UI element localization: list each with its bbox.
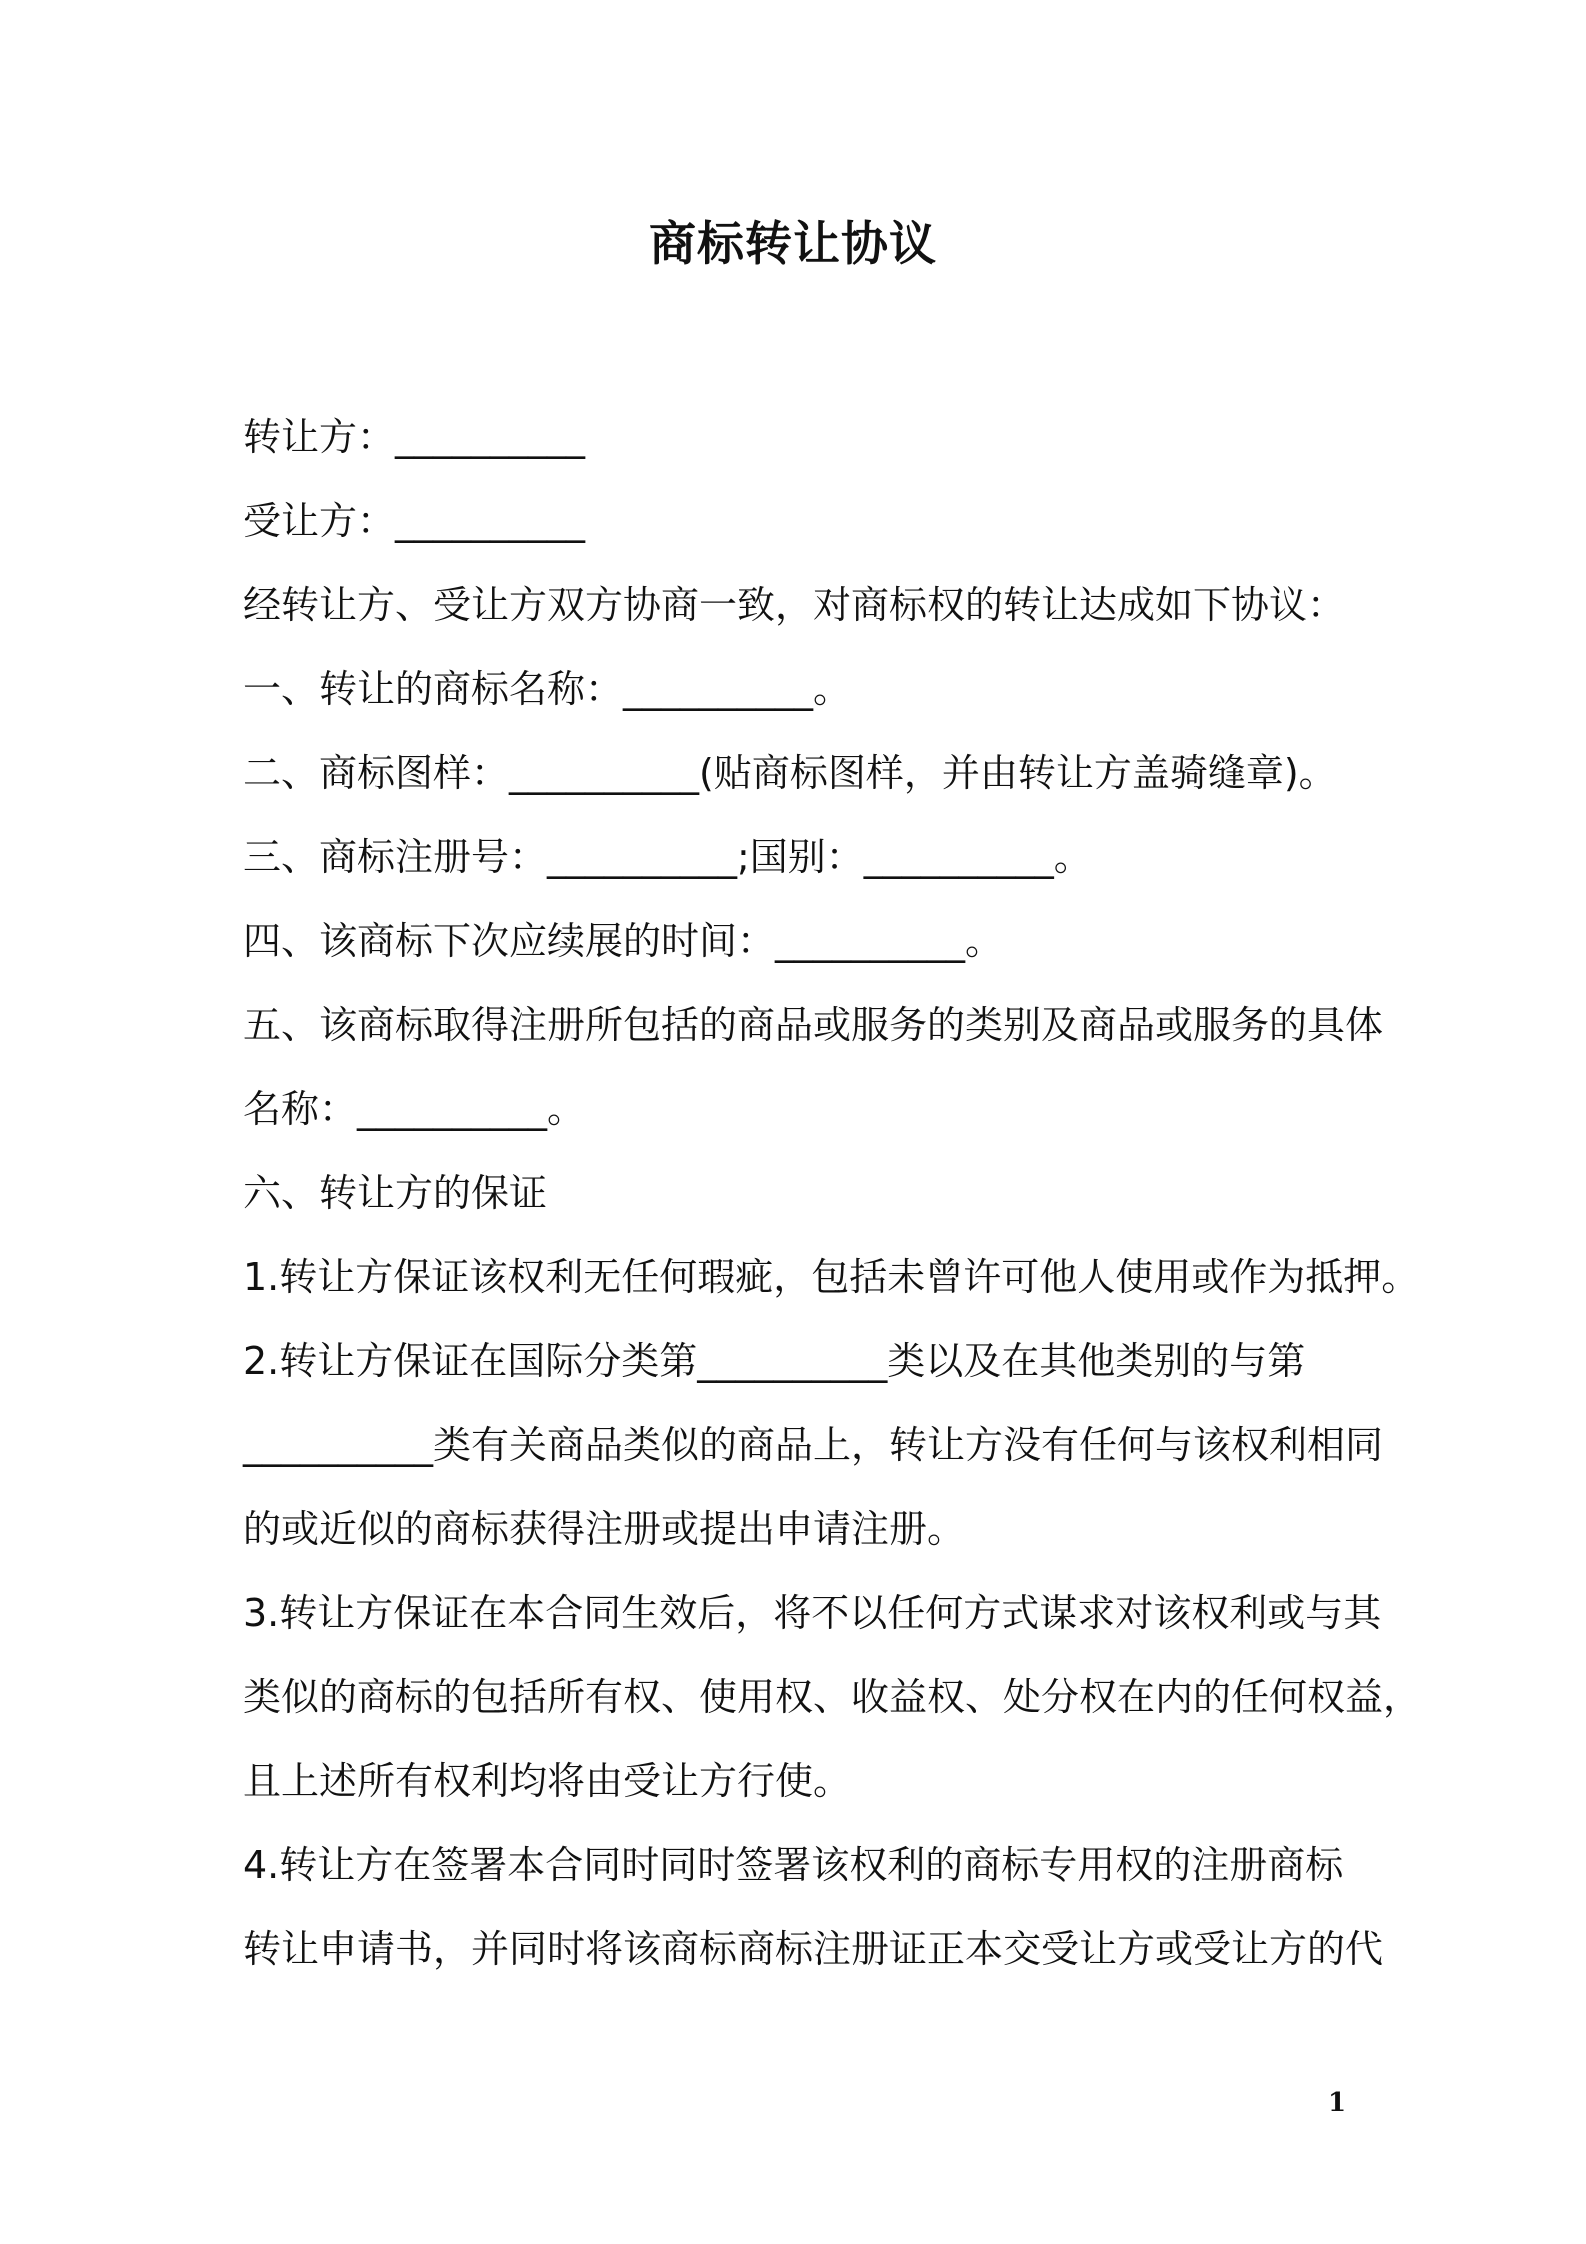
clause-3-registration-number: 三、商标注册号：__________;国别：__________。 [243,835,1092,879]
guarantee-4: 4.转让方在签署本合同时同时签署该权利的商标专用权的注册商标 [243,1843,1344,1887]
guarantee-2-cont-a: __________类有关商品类似的商品上，转让方没有任何与该权利相同 [243,1423,1384,1467]
guarantee-3-cont-b: 且上述所有权利均将由受让方行使。 [243,1759,852,1803]
clause-4-renewal-time: 四、该商标下次应续展的时间：__________。 [243,919,1004,963]
clause-6-heading: 六、转让方的保证 [243,1171,548,1215]
transferee-line: 受让方：__________ [243,499,586,543]
clause-5-goods-services: 五、该商标取得注册所包括的商品或服务的类别及商品或服务的具体 [243,1003,1384,1047]
guarantee-1: 1.转让方保证该权利无任何瑕疵，包括未曾许可他人使用或作为抵押。 [243,1255,1420,1299]
guarantee-2-cont-b: 的或近似的商标获得注册或提出申请注册。 [243,1507,966,1551]
guarantee-2: 2.转让方保证在国际分类第__________类以及在其他类别的与第 [243,1339,1306,1383]
clause-2-trademark-sample: 二、商标图样：__________(贴商标图样，并由转让方盖骑缝章)。 [243,751,1337,795]
guarantee-3: 3.转让方保证在本合同生效后，将不以任何方式谋求对该权利或与其 [243,1591,1382,1635]
clause-5-goods-services-cont: 名称：__________。 [243,1087,586,1131]
clause-1-trademark-name: 一、转让的商标名称：__________。 [243,667,852,711]
page-number: 1 [1328,2088,1347,2118]
guarantee-4-cont: 转让申请书，并同时将该商标商标注册证正本交受让方或受让方的代 [243,1927,1384,1971]
agreement-intro: 经转让方、受让方双方协商一致，对商标权的转让达成如下协议： [243,583,1346,627]
transferor-line: 转让方：__________ [243,415,586,459]
document-title: 商标转让协议 [649,217,937,272]
guarantee-3-cont-a: 类似的商标的包括所有权、使用权、收益权、处分权在内的任何权益， [243,1675,1422,1719]
